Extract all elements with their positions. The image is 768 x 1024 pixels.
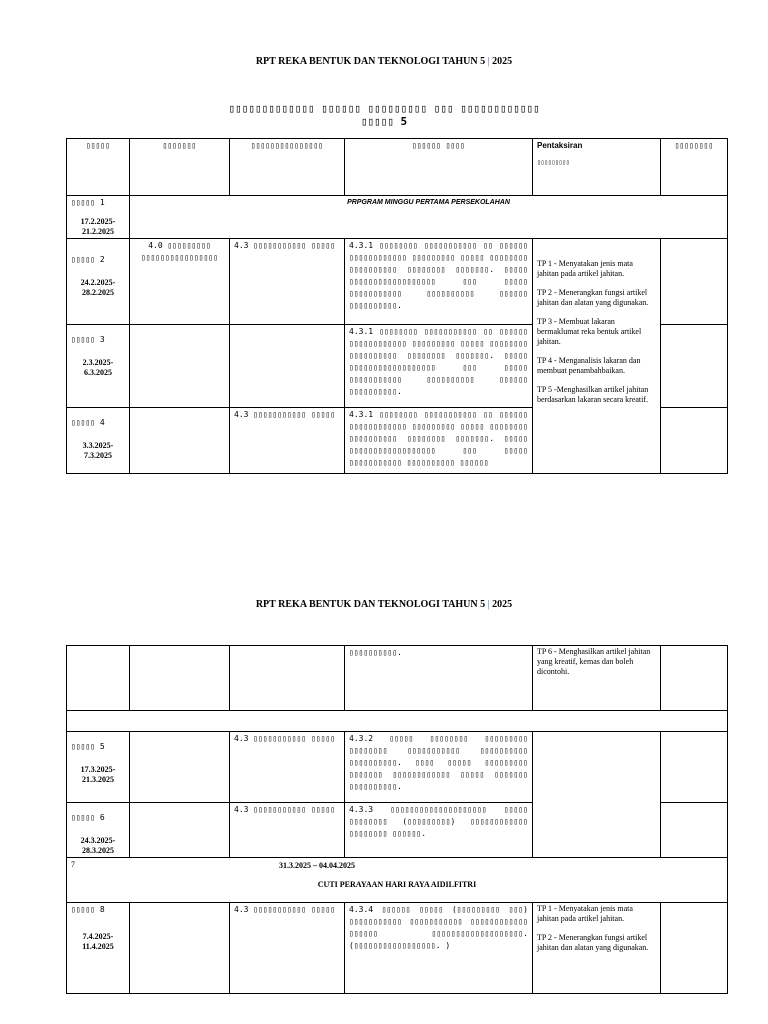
week-dates: 24.2.2025- 28.2.2025 <box>80 278 116 297</box>
week-label: ▯▯▯▯▯ 6 <box>71 813 105 822</box>
catatan-cell <box>661 408 728 474</box>
unit-cell: 4.0 ▯▯▯▯▯▯▯▯▯ ▯▯▯▯▯▯▯▯▯▯▯▯▯▯▯▯ <box>130 239 230 325</box>
week-cell <box>67 646 130 711</box>
unit-cell <box>130 903 230 994</box>
week-cell <box>67 732 130 803</box>
week-cell <box>67 239 130 325</box>
week-dates: 17.2.2025- 21.2.2025 <box>80 217 116 236</box>
holiday-cell <box>67 858 728 903</box>
standard-cell <box>230 325 345 408</box>
unit-cell <box>130 325 230 408</box>
catatan-cell <box>661 239 728 325</box>
week-dates: 17.3.2025- 21.3.2025 <box>80 765 116 784</box>
table-row-week1 <box>67 196 728 239</box>
subtitle-line-2: ▯▯▯▯▯ 5 <box>360 115 408 128</box>
unit-cell <box>130 732 230 803</box>
unit-cell <box>130 646 230 711</box>
sp-cell: 4.3.2 ▯▯▯▯▯ ▯▯▯▯▯▯▯▯ ▯▯▯▯▯▯▯▯▯ ▯▯▯▯▯▯▯▯ ▯▯▯▯▯▯▯▯▯▯▯ ▯▯▯▯▯▯▯▯▯▯ ▯▯▯▯▯▯▯▯▯▯. ▯▯▯▯ ▯▯▯▯▯ ▯▯▯▯▯▯▯▯▯ ▯▯▯▯▯▯▯ ▯▯▯▯▯▯▯▯▯▯▯▯ ▯▯▯▯▯ ▯▯▯▯▯▯▯ ▯▯▯▯▯▯▯▯▯▯. <box>345 732 533 803</box>
holiday-dates: 31.3.2025 – 04.04.2025 <box>279 861 355 870</box>
table-row-empty <box>67 711 728 732</box>
sp-cell: 4.3.1 ▯▯▯▯▯▯▯▯ ▯▯▯▯▯▯▯▯▯▯▯ ▯▯ ▯▯▯▯▯▯ ▯▯▯▯▯▯▯▯▯▯▯▯ ▯▯▯▯▯▯▯▯▯ ▯▯▯▯▯ ▯▯▯▯▯▯▯▯ ▯▯▯▯▯▯▯▯▯▯ ▯▯▯▯▯▯▯▯ ▯▯▯▯▯▯▯. ▯▯▯▯▯ ▯▯▯▯▯▯▯▯▯▯▯▯▯▯▯▯▯▯ ▯▯▯ ▯▯▯▯▯ ▯▯▯▯▯▯▯▯▯▯▯ ▯▯▯▯▯▯▯▯▯▯ ▯▯▯▯▯▯ <box>345 408 533 474</box>
header-title: RPT REKA BENTUK DAN TEKNOLOGI TAHUN 5 <box>255 599 486 610</box>
pentaksiran-cell <box>533 903 661 994</box>
standard-cell <box>230 646 345 711</box>
sp-cell: 4.3.4 ▯▯▯▯▯▯ ▯▯▯▯▯ (▯▯▯▯▯▯▯▯▯ ▯▯▯) ▯▯▯▯▯▯▯▯▯▯▯ ▯▯▯▯▯▯▯▯▯▯▯ ▯▯▯▯▯▯▯▯▯▯▯▯ ▯▯▯▯▯▯ ▯▯▯▯▯▯▯▯▯▯▯▯▯▯▯▯▯▯▯. (▯▯▯▯▯▯▯▯▯▯▯▯▯▯▯▯▯. ) <box>345 903 533 994</box>
table-header-row <box>67 139 728 196</box>
catatan-cell <box>661 903 728 994</box>
sp-cell: 4.3.3 ▯▯▯▯▯▯▯▯▯▯▯▯▯▯▯▯▯▯▯▯ ▯▯▯▯▯ ▯▯▯▯▯▯▯▯ (▯▯▯▯▯▯▯▯▯) ▯▯▯▯▯▯▯▯▯▯▯▯ ▯▯▯▯▯▯▯▯ ▯▯▯▯▯▯. <box>345 803 533 858</box>
week-dates: 7.4.2025- 11.4.2025 <box>82 932 114 951</box>
standard-cell: 4.3 ▯▯▯▯▯▯▯▯▯▯▯ ▯▯▯▯▯ <box>230 803 345 858</box>
tp-item: TP 5 -Menghasilkan artikel jahitan berdasarkan lakaran secara kreatif. <box>537 385 649 404</box>
week-cell <box>67 196 130 239</box>
tp-item: TP 4 - Menganalisis lakaran dan membuat penambahbaikan. <box>537 356 641 375</box>
header-separator: | <box>487 599 490 610</box>
standard-cell: 4.3 ▯▯▯▯▯▯▯▯▯▯▯ ▯▯▯▯▯ <box>230 408 345 474</box>
header-year: 2025 <box>492 56 513 67</box>
week-dates: 2.3.2025- 6.3.2025 <box>82 358 114 377</box>
col-header-sp: ▯▯▯▯▯▯ ▯▯▯▯ <box>345 139 533 196</box>
week-cell <box>67 903 130 994</box>
tp-item: TP 2 - Menerangkan fungsi artikel jahitan dan alatan yang digunakan. <box>537 933 649 952</box>
catatan-cell <box>661 325 728 408</box>
week-label: ▯▯▯▯▯ 4 <box>71 418 105 427</box>
week-dates: 24.3.2025- 28.3.2025 <box>80 836 116 855</box>
table-row-week5 <box>67 732 728 803</box>
standard-cell: 4.3 ▯▯▯▯▯▯▯▯▯▯▯ ▯▯▯▯▯ <box>230 903 345 994</box>
week-cell <box>67 325 130 408</box>
table-row-week8 <box>67 903 728 994</box>
tp-item: TP 2 - Menerangkan fungsi artikel jahitan dan alatan yang digunakan. <box>537 288 649 307</box>
col-header-standard: ▯▯▯▯▯▯▯▯▯▯▯▯▯▯▯ <box>230 139 345 196</box>
tp-item: TP 1 - Menyatakan jenis mata jahitan pada artikel jahitan. <box>537 259 633 278</box>
standard-cell: 4.3 ▯▯▯▯▯▯▯▯▯▯▯ ▯▯▯▯▯ <box>230 239 345 325</box>
sp-cell: 4.3.1 ▯▯▯▯▯▯▯▯ ▯▯▯▯▯▯▯▯▯▯▯ ▯▯ ▯▯▯▯▯▯ ▯▯▯▯▯▯▯▯▯▯▯▯ ▯▯▯▯▯▯▯▯▯ ▯▯▯▯▯ ▯▯▯▯▯▯▯▯ ▯▯▯▯▯▯▯▯▯▯ ▯▯▯▯▯▯▯▯ ▯▯▯▯▯▯▯. ▯▯▯▯▯ ▯▯▯▯▯▯▯▯▯▯▯▯▯▯▯▯▯▯ ▯▯▯ ▯▯▯▯▯ ▯▯▯▯▯▯▯▯▯▯▯ ▯▯▯▯▯▯▯▯▯▯ ▯▯▯▯▯▯ ▯▯▯▯▯▯▯▯▯▯. <box>345 239 533 325</box>
col-header-catatan: ▯▯▯▯▯▯▯▯ <box>661 139 728 196</box>
header-separator: | <box>487 56 490 67</box>
col-header-minggu: ▯▯▯▯▯ <box>67 139 130 196</box>
holiday-name: CUTI PERAYAAN HARI RAYA AIDILFITRI <box>317 880 477 889</box>
table-row-continued <box>67 646 728 711</box>
tp-item: TP 3 - Membuat lakaran bermaklumat reka bentuk artikel jahitan. <box>537 317 642 346</box>
sp-cell: 4.3.1 ▯▯▯▯▯▯▯▯ ▯▯▯▯▯▯▯▯▯▯▯ ▯▯ ▯▯▯▯▯▯ ▯▯▯▯▯▯▯▯▯▯▯▯ ▯▯▯▯▯▯▯▯▯ ▯▯▯▯▯ ▯▯▯▯▯▯▯▯ ▯▯▯▯▯▯▯▯▯▯ ▯▯▯▯▯▯▯▯ ▯▯▯▯▯▯▯. ▯▯▯▯▯ ▯▯▯▯▯▯▯▯▯▯▯▯▯▯▯▯▯▯ ▯▯▯ ▯▯▯▯▯ ▯▯▯▯▯▯▯▯▯▯▯ ▯▯▯▯▯▯▯▯▯▯ ▯▯▯▯▯▯ ▯▯▯▯▯▯▯▯▯▯. <box>345 325 533 408</box>
header-title: RPT REKA BENTUK DAN TEKNOLOGI TAHUN 5 <box>255 56 486 67</box>
week-label: ▯▯▯▯▯ 1 <box>71 198 105 207</box>
program-cell: PRPGRAM MINGGU PERTAMA PERSEKOLAHAN <box>130 196 728 239</box>
page2-table <box>66 645 728 994</box>
empty-row-cell <box>67 711 728 732</box>
col-header-tajuk: ▯▯▯▯▯▯▯ <box>130 139 230 196</box>
week-dates: 3.3.2025- 7.3.2025 <box>82 441 114 460</box>
week-label: 7 <box>71 860 75 869</box>
header-year: 2025 <box>492 599 513 610</box>
tp-item: TP 1 - Menyatakan jenis mata jahitan pada artikel jahitan. <box>537 904 633 923</box>
week-label: ▯▯▯▯▯ 5 <box>71 742 105 751</box>
page2-header <box>0 599 768 610</box>
unit-cell <box>130 803 230 858</box>
table-row-week7 <box>67 858 728 903</box>
standard-cell: 4.3 ▯▯▯▯▯▯▯▯▯▯▯ ▯▯▯▯▯ <box>230 732 345 803</box>
pentaksiran-cell <box>533 239 661 474</box>
catatan-cell <box>661 646 728 711</box>
week-cell <box>67 803 130 858</box>
week-label: ▯▯▯▯▯ 3 <box>71 335 105 344</box>
col-header-pentaksiran <box>533 139 661 196</box>
pentaksiran-cell <box>533 732 661 858</box>
page1-header <box>0 56 768 67</box>
week-label: ▯▯▯▯▯ 2 <box>71 255 105 264</box>
pentaksiran-sub: ▯▯▯▯▯▯▯▯▯ <box>537 159 570 166</box>
page1-table <box>66 138 728 474</box>
table-row-week2 <box>67 239 728 325</box>
unit-cell <box>130 408 230 474</box>
catatan-cell <box>661 803 728 858</box>
catatan-cell <box>661 732 728 803</box>
pentaksiran-label: Pentaksiran <box>537 141 583 150</box>
page1-subtitle <box>0 102 768 128</box>
week-label: ▯▯▯▯▯ 8 <box>71 905 105 914</box>
subtitle-line-1: ▯▯▯▯▯▯▯▯▯▯▯▯▯ ▯▯▯▯▯▯ ▯▯▯▯▯▯▯▯▯ ▯▯▯ ▯▯▯▯▯▯▯▯▯▯▯▯ <box>228 102 540 115</box>
week-cell <box>67 408 130 474</box>
sp-cell: ▯▯▯▯▯▯▯▯▯▯. <box>345 646 533 711</box>
pentaksiran-cell: TP 6 - Menghasilkan artikel jahitan yang kreatif, kemas dan boleh dicontohi. <box>533 646 661 711</box>
